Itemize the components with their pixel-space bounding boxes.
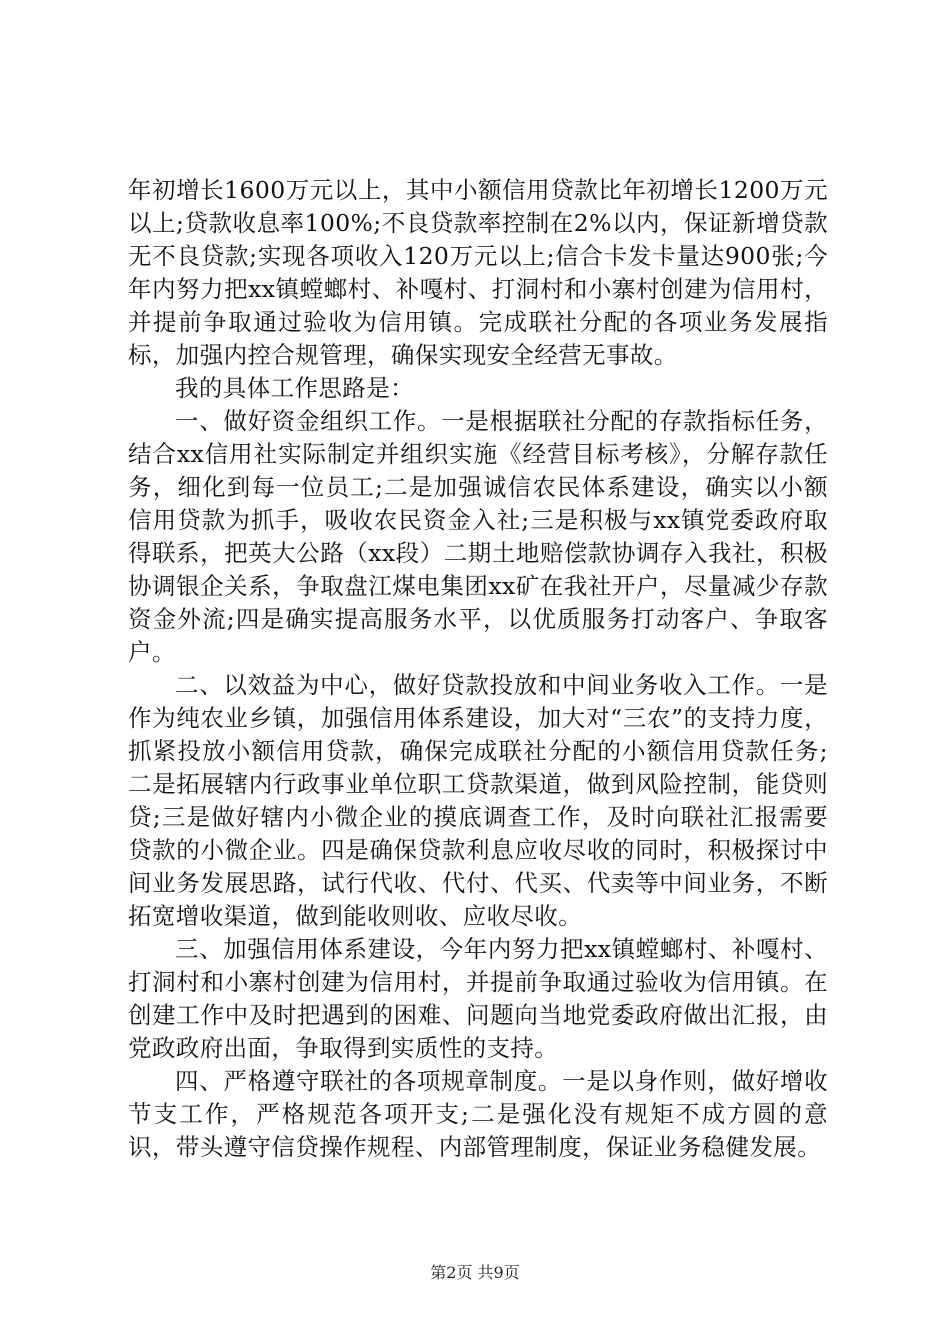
paragraph-point-1: 一、做好资金组织工作。一是根据联社分配的存款指标任务，结合xx信用社实际制定并组织实施《经营目标考核》，分解存款任务，细化到每一位员工;二是加强诚信农民体系建设，确实以小额信用贷款为抓手，吸收农民资金入社;三是积极与xx镇党委政府取得联系，把英大公路（xx段）二期土地赔偿款协调存入我社，积极协调银企关系，争取盘江煤电集团xx矿在我社开户，尽量减少存款资金外流;四是确实提高服务水平，以优质服务打动客户、争取客户。 [128, 407, 828, 666]
paragraph-point-2: 二、以效益为中心，做好贷款投放和中间业务收入工作。一是作为纯农业乡镇，加强信用体系建设，加大对“三农”的支持力度，抓紧投放小额信用贷款，确保完成联社分配的小额信用贷款任务;二是拓展辖内行政事业单位职工贷款渠道，做到风险控制，能贷则贷;三是做好辖内小微企业的摸底调查工作，及时向联社汇报需要贷款的小微企业。四是确保贷款利息应收尽收的同时，积极探讨中间业务发展思路，试行代收、代付、代买、代卖等中间业务，不断拓宽增收渠道，做到能收则收、应收尽收。 [128, 671, 828, 930]
paragraph-point-3: 三、加强信用体系建设，今年内努力把xx镇螳螂村、补嘎村、打洞村和小寨村创建为信用村，并提前争取通过验收为信用镇。在创建工作中及时把遇到的困难、问题向当地党委政府做出汇报，由党政政府出面，争取得到实质性的支持。 [128, 935, 828, 1062]
paragraph-point-4: 四、严格遵守联社的各项规章制度。一是以身作则，做好增收节支工作，严格规范各项开支;二是强化没有规矩不成方圆的意识，带头遵守信贷操作规程、内部管理制度，保证业务稳健发展。 [128, 1067, 828, 1161]
paragraph-intro: 我的具体工作思路是： [175, 374, 414, 402]
document-body [128, 174, 828, 1164]
paragraph-continuation: 年初增长1600万元以上，其中小额信用贷款比年初增长1200万元以上;贷款收息率100%;不良贷款率控制在2%以内，保证新增贷款无不良贷款;实现各项收入120万元以上;信合卡发卡量达900张;今年内努力把xx镇螳螂村、补嘎村、打洞村和小寨村创建为信用村，并提前争取通过验收为信用镇。完成联社分配的各项业务发展指标，加强内控合规管理，确保实现安全经营无事故。 [128, 176, 828, 369]
page-footer: 第2页 共9页 [430, 1263, 520, 1282]
